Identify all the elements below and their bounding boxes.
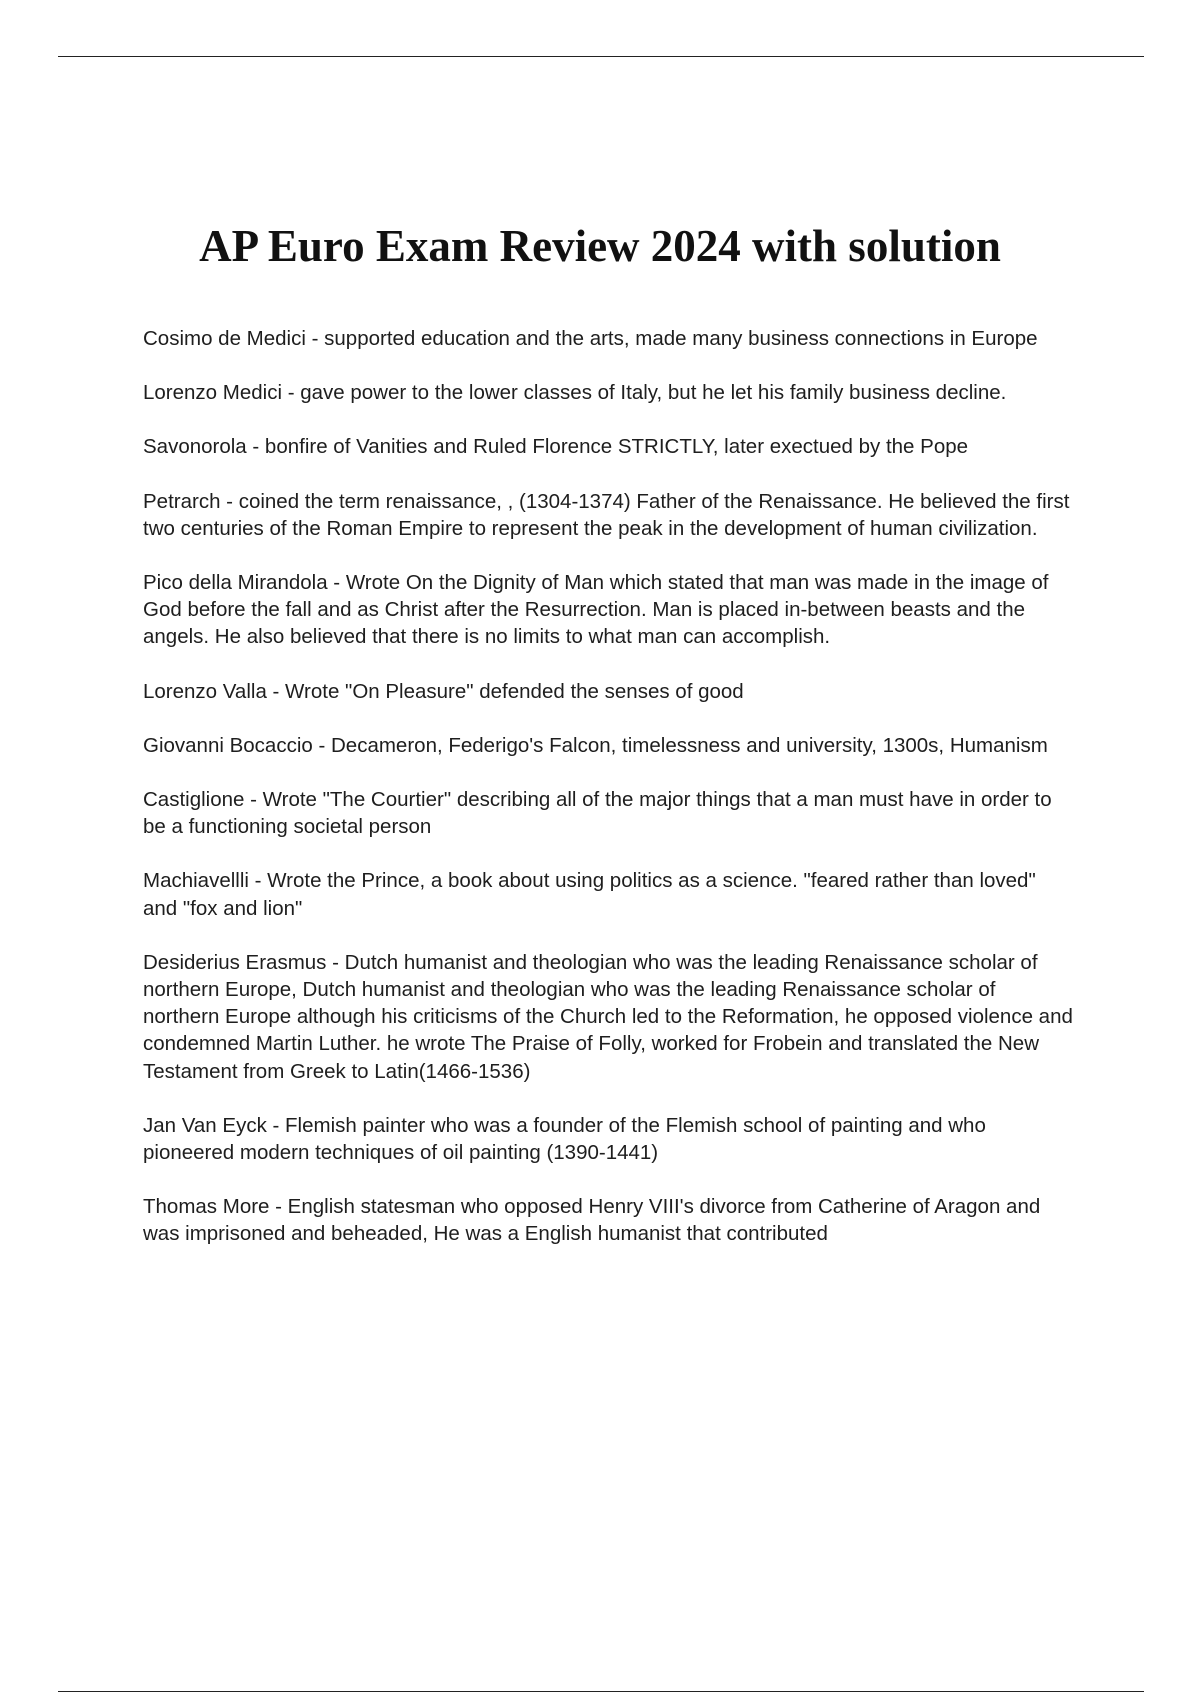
review-entry-list bbox=[143, 325, 1073, 1275]
review-entry: Cosimo de Medici - supported education and the arts, made many business connections in Europe bbox=[143, 327, 1038, 350]
review-entry: Giovanni Bocaccio - Decameron, Federigo's Falcon, timelessness and university, 1300s, Humanism bbox=[143, 733, 1048, 757]
review-entry: Desiderius Erasmus - Dutch humanist and theologian who was the leading Renaissance scholar of northern Europe, Dutch humanist and theologian who was the leading Renaissance scholar of northern Europe although his criticisms of the Church led to the Reformation, he opposed violence and condemned Martin Luther. he wrote The Praise of Folly, worked for Frobein and translated the New Testament from Greek to Latin(1466-1536) bbox=[143, 950, 1073, 1083]
review-entry: Castiglione - Wrote "The Courtier" describing all of the major things that a man must have in order to be a functioning societal person bbox=[143, 788, 1052, 839]
document-title: AP Euro Exam Review 2024 with solution bbox=[199, 221, 1001, 271]
review-entry: Thomas More - English statesman who opposed Henry VIII's divorce from Catherine of Aragon and was imprisoned and beheaded, He was a English humanist that contributed bbox=[143, 1195, 1041, 1246]
review-entry: Savonorola - bonfire of Vanities and Ruled Florence STRICTLY, later exectued by the Pope bbox=[143, 435, 969, 459]
review-entry: Lorenzo Medici - gave power to the lower classes of Italy, but he let his family business decline. bbox=[143, 381, 1007, 405]
review-entry: Pico della Mirandola - Wrote On the Dignity of Man which stated that man was made in the image of God before the fall and as Christ after the Resurrection. Man is placed in-between beasts and the angels. He also believed that there is no limits to what man can accomplish. bbox=[143, 571, 1049, 649]
review-entry: Petrarch - coined the term renaissance, , (1304-1374) Father of the Renaissance. He believed the first two centuries of the Roman Empire to represent the peak in the development of human civilization. bbox=[143, 489, 1070, 540]
bottom-divider bbox=[58, 1691, 1144, 1692]
review-entry: Machiavellli - Wrote the Prince, a book about using politics as a science. "feared rather than loved" and "fox and lion" bbox=[143, 869, 1036, 920]
review-entry: Jan Van Eyck - Flemish painter who was a founder of the Flemish school of painting and who pioneered modern techniques of oil painting (1390-1441) bbox=[143, 1113, 986, 1165]
top-divider bbox=[58, 56, 1144, 57]
review-entry: Lorenzo Valla - Wrote "On Pleasure" defended the senses of good bbox=[143, 679, 744, 703]
